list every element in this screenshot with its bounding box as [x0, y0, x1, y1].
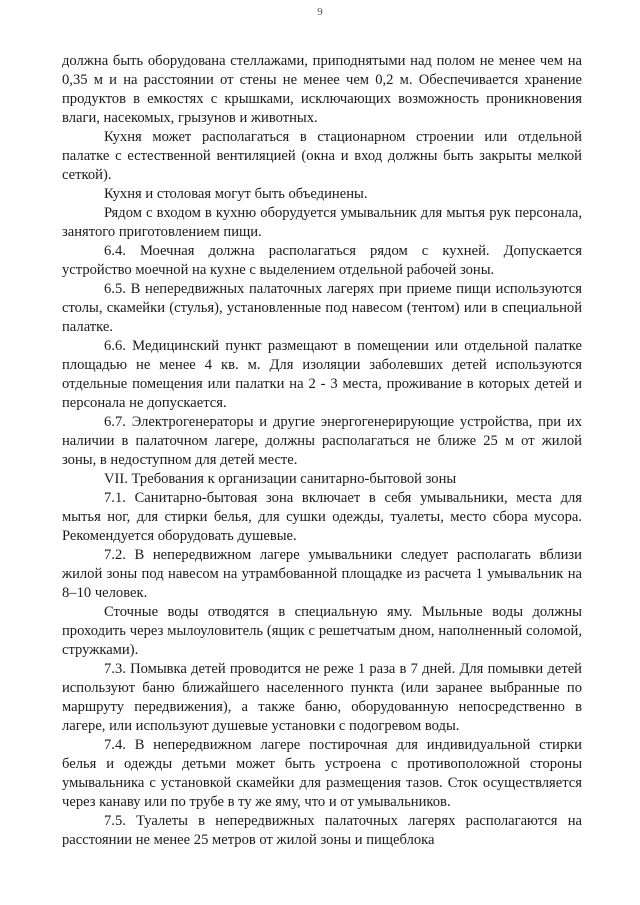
paragraph: 6.7. Электрогенераторы и другие энергогенерирующие устройства, при их наличии в палаточном лагере, должны располагаться не ближе 25 м от жилой зоны, в недоступном для детей месте.: [62, 414, 582, 468]
paragraph: 6.4. Моечная должна располагаться рядом с кухней. Допускается устройство моечной на кухне с выделением отдельной рабочей зоны.: [62, 243, 582, 278]
paragraph: должна быть оборудована стеллажами, приподнятыми над полом не менее чем на 0,35 м и на расстоянии от стены не менее чем 0,2 м. Обеспечивается хранение продуктов в емкостях с крышками, исключающих возможность проникновения влаги, насекомых, грызунов и животных.: [62, 53, 582, 126]
paragraph: 6.6. Медицинский пункт размещают в помещении или отдельной палатке площадью не менее 4 кв. м. Для изоляции заболевших детей используются отдельные помещения или палатки на 2 - 3 места, проживание в которых детей и персонала не допускается.: [62, 338, 582, 411]
paragraph: Рядом с входом в кухню оборудуется умывальник для мытья рук персонала, занятого приготовлением пищи.: [62, 205, 582, 240]
section-heading: VII. Требования к организации санитарно-бытовой зоны: [104, 471, 457, 487]
document-body: [62, 52, 582, 850]
paragraph: 6.5. В непередвижных палаточных лагерях при приеме пищи используются столы, скамейки (стулья), установленные под навесом (тентом) или в специальной палатке.: [62, 281, 582, 335]
page-number: 9: [317, 6, 323, 18]
paragraph: 7.3. Помывка детей проводится не реже 1 раза в 7 дней. Для помывки детей используют баню ближайшего населенного пункта (или заранее выбранные по маршруту передвижения), а также баню, оборудованную непосредственно в лагере, или используют душевые установки с подогревом воды.: [62, 661, 582, 734]
paragraph: Кухня может располагаться в стационарном строении или отдельной палатке с естественной вентиляцией (окна и вход должны быть закрыты мелкой сеткой).: [62, 129, 582, 183]
paragraph: 7.4. В непередвижном лагере постирочная для индивидуальной стирки белья и одежды детьми может быть устроена с противоположной стороны умывальника с установкой скамейки для размещения тазов. Сток осуществляется через канаву или по трубе в ту же яму, что и от умывальников.: [62, 737, 582, 810]
paragraph: Сточные воды отводятся в специальную яму. Мыльные воды должны проходить через мылоуловитель (ящик с решетчатым дном, наполненный соломой, стружками).: [62, 604, 582, 658]
paragraph: 7.5. Туалеты в непередвижных палаточных лагерях располагаются на расстоянии не менее 25 метров от жилой зоны и пищеблока: [62, 813, 582, 848]
paragraph: 7.1. Санитарно-бытовая зона включает в себя умывальники, места для мытья ног, для стирки белья, для сушки одежды, туалеты, место сбора мусора. Рекомендуется оборудовать душевые.: [62, 490, 582, 544]
paragraph: 7.2. В непередвижном лагере умывальники следует располагать вблизи жилой зоны под навесом на утрамбованной площадке из расчета 1 умывальник на 8–10 человек.: [62, 547, 582, 601]
paragraph: Кухня и столовая могут быть объединены.: [104, 186, 368, 202]
